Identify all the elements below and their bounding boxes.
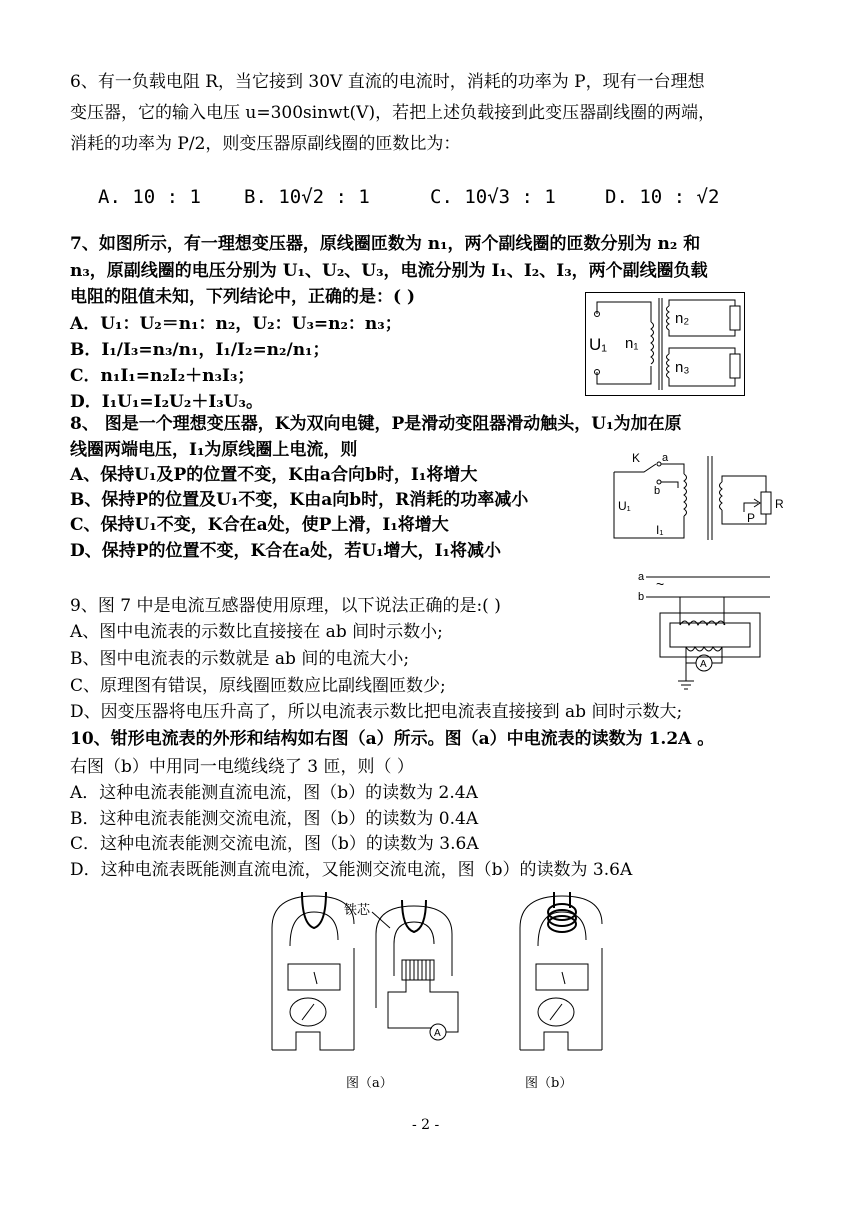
q9-fig-ac-symbol: ~ bbox=[656, 576, 665, 592]
q9-line-1: 9、图 7 中是电流互感器使用原理，以下说法正确的是:( ) bbox=[70, 596, 501, 616]
q10-option-b: B．这种电流表能测交流电流，图（b）的读数为 0.4A bbox=[70, 809, 479, 829]
q7-fig-n1-label: n₁ bbox=[625, 335, 639, 352]
q8-fig-p-label: P bbox=[747, 511, 756, 525]
q6-option-d: D. 10 : √2 bbox=[605, 186, 720, 208]
q8-line-1: 8、 图是一个理想变压器，K为双向电键，P是滑动变阻器滑动触头，U₁为加在原 bbox=[70, 414, 682, 434]
q8-option-d: D、保持P的位置不变，K合在a处，若U₁增大，I₁将减小 bbox=[70, 541, 501, 561]
q8-fig-k-label: K bbox=[632, 452, 641, 465]
q8-transformer-figure bbox=[604, 452, 790, 544]
q8-fig-b-label: b bbox=[654, 485, 661, 497]
q7-fig-u1-label: U₁ bbox=[589, 335, 608, 354]
q9-option-d: D、因变压器将电压升高了，所以电流表示数比把电流表直接接到 ab 间时示数大; bbox=[70, 702, 683, 722]
q9-option-b: B、图中电流表的示数就是 ab 间的电流大小; bbox=[70, 649, 410, 669]
q8-option-a: A、保持U₁及P的位置不变，K由a合向b时，I₁将增大 bbox=[70, 465, 478, 485]
q10-line-2: 右图（b）中用同一电缆线绕了 3 匝，则（ ） bbox=[70, 757, 414, 777]
q9-fig-a-label: a bbox=[638, 571, 645, 583]
q7-option-c: C．n₁I₁=n₂I₂＋n₃I₃； bbox=[70, 366, 255, 386]
q10-clamp-meter-figure bbox=[262, 888, 614, 1070]
q10-line-1: 10、钳形电流表的外形和结构如右图（a）所示。图（a）中电流表的读数为 1.2A 。 bbox=[70, 729, 715, 749]
q7-transformer-figure bbox=[585, 292, 745, 396]
q8-fig-u1-label: U₁ bbox=[618, 499, 631, 513]
q10-option-c: C．这种电流表能测交流电流，图（b）的读数为 3.6A bbox=[70, 834, 479, 854]
q9-option-c: C、原理图有错误，原线圈匝数应比副线圈匝数少; bbox=[70, 676, 446, 696]
q8-option-c: C、保持U₁不变，K合在a处，使P上滑，I₁将增大 bbox=[70, 515, 449, 535]
q9-fig-meter-label: A bbox=[700, 659, 707, 670]
q10-fig-core-label: 铁芯 bbox=[344, 903, 371, 918]
q7-fig-n2-label: n₂ bbox=[675, 310, 690, 327]
q9-fig-b-label: b bbox=[638, 591, 645, 603]
q7-line-3: 电阻的阻值未知，下列结论中，正确的是：( ) bbox=[70, 287, 416, 307]
q6-option-a: A. 10 : 1 bbox=[98, 186, 201, 208]
q7-fig-n3-label: n₃ bbox=[675, 359, 690, 376]
q7-option-d: D．I₁U₁=I₂U₂＋I₃U₃。 bbox=[70, 392, 263, 412]
q6-option-b: B. 10√2 : 1 bbox=[244, 186, 370, 208]
q8-option-b: B、保持P的位置及U₁不变，K由a向b时，R消耗的功率减小 bbox=[70, 490, 529, 510]
q8-fig-r-label: R bbox=[775, 497, 784, 511]
q8-fig-a-label: a bbox=[662, 452, 669, 464]
q10-caption-a: 图（a） bbox=[346, 1076, 393, 1091]
q9-option-a: A、图中电流表的示数比直接接在 ab 间时示数小; bbox=[70, 622, 443, 642]
q6-line-3: 消耗的功率为 P/2，则变压器原副线圈的匝数比为： bbox=[70, 134, 461, 154]
page-number: - 2 - bbox=[412, 1117, 440, 1133]
q9-current-transformer-figure bbox=[634, 567, 774, 697]
q8-line-2: 线圈两端电压，I₁为原线圈上电流，则 bbox=[70, 440, 358, 460]
q6-line-2: 变压器，它的输入电压 u=300sinwt(V)，若把上述负载接到此变压器副线圈的两端， bbox=[70, 103, 716, 123]
q7-option-b: B．I₁/I₃=n₃/n₁，I₁/I₂=n₂/n₁； bbox=[70, 340, 330, 360]
q7-line-2: n₃，原副线圈的电压分别为 U₁、U₂、U₃，电流分别为 I₁、I₂、I₃，两个副线圈负载 bbox=[70, 261, 708, 281]
q8-fig-i1-label: I₁ bbox=[656, 523, 664, 537]
q10-option-d: D．这种电流表既能测直流电流，又能测交流电流，图（b）的读数为 3.6A bbox=[70, 860, 633, 880]
q10-fig-meter-label: A bbox=[434, 1028, 441, 1039]
q10-option-a: A．这种电流表能测直流电流，图（b）的读数为 2.4A bbox=[70, 783, 478, 803]
q6-option-c: C. 10√3 : 1 bbox=[430, 186, 556, 208]
q10-caption-b: 图（b） bbox=[525, 1076, 573, 1091]
q7-line-1: 7、如图所示，有一理想变压器，原线圈匝数为 n₁，两个副线圈的匝数分别为 n₂ 和 bbox=[70, 234, 701, 254]
q7-option-a: A．U₁：U₂＝n₁：n₂，U₂：U₃=n₂：n₃； bbox=[70, 314, 402, 334]
q6-line-1: 6、有一负载电阻 R，当它接到 30V 直流的电流时，消耗的功率为 P，现有一台理想 bbox=[70, 72, 705, 92]
